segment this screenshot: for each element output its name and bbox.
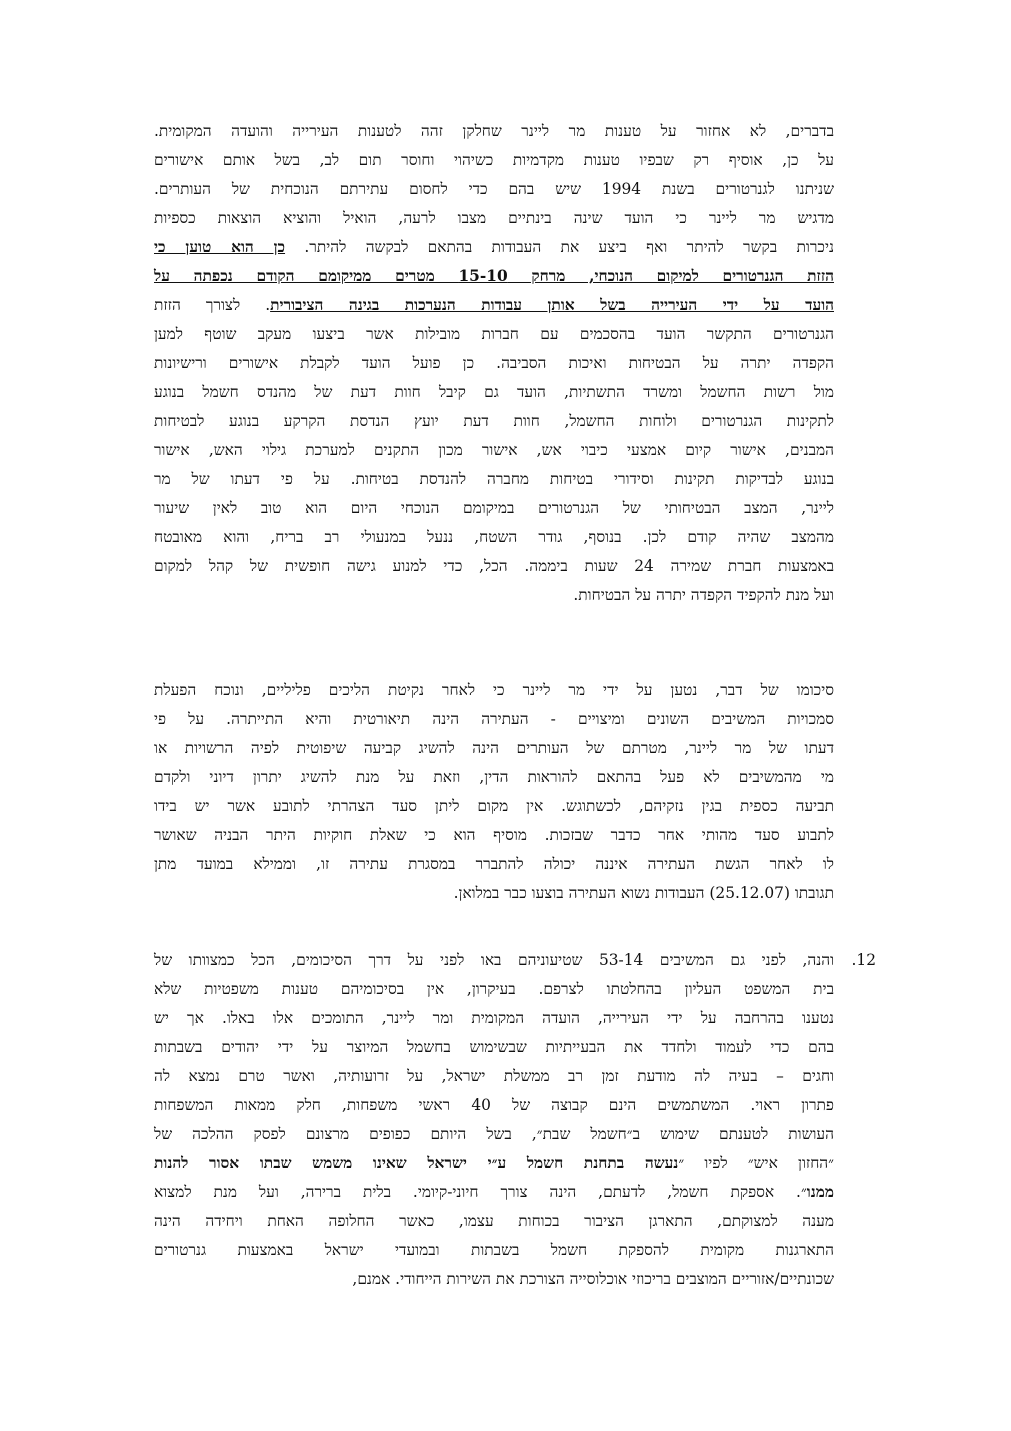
text-line: מי מהמשיבים לא פעל בהתאם להוראות הדין, וזאת על מנת להשיג יתרון דיוני ולקדם [154,768,834,786]
text-line: והנה, לפני גם המשיבים 53-14 שטיעוניהם באו לפני על דרך הסיכומים, הכל כמצוותו של [154,951,835,969]
text-line: תביעה כספית בגין נזקיהם, לכשתוגש. אין מקום ליתן סעד הצהרתי לתובע אשר יש בידו [154,797,834,815]
text-line [154,1149,834,1178]
text-line: באמצעות חברת שמירה 24 שעות ביממה. הכל, כדי למנוע גישה חופשית של קהל למקום [154,557,834,575]
text-line: בית המשפט העליון בהחלטתו לצרפם. בעיקרון, אין בסיכומיהם טענות משפטיות שלא [154,980,834,998]
text-line: הגנרטורים התקשר הועד בהסכמים עם חברות מובילות אשר ביצעו מעקב שוטף למען [154,325,834,343]
text-line [154,291,834,320]
paragraph-summary [154,676,834,908]
text-line: נטענו בהרחבה על ידי העירייה, הועדה המקומית ומר ליינר, התומכים אלו באלו. אך יש [154,1009,834,1027]
text-line: לתקינות הגנרטורים ולוחות החשמל, חוות דעת יועץ הנדסת הקרקע בנוגע לבטיחות [154,412,834,430]
text-line: מדגיש מר ליינר כי הועד שינה בינתיים מצבו לרעה, הואיל והוציא הוצאות כספיות [154,209,834,227]
emphasis-bold: נעשה בתחנת חשמל ע״י ישראל שאינו משמש שבתו אסור להנות [154,1154,679,1172]
text-line [154,1178,834,1207]
text-line: מענה למצוקתם, התארגן הציבור בכוחות עצמו, כאשר החלופה האחת ויחידה הינה [154,1212,834,1230]
text-line: המבנים, אישור קיום אמצעי כיבוי אש, אישור מכון התקנים למערכת גילוי האש, אישור [154,441,834,459]
text-segment: ״החזון איש״ לפיו ״ [678,1154,835,1172]
text-line: מהמצב שהיה קודם לכן. בנוסף, גודר השטח, ננעל במנעולי רב בריח, והוא מאובטח [154,528,834,546]
text-line: על כן, אוסיף רק שבפיו טענות מקדמיות כשיהוי וחוסר תום לב, בשל אותם אישורים [154,151,834,169]
emphasis-bold: ממנו [806,1183,834,1201]
emphasis-underlined: כן הוא טוען כי [154,238,286,256]
text-line: דעתו של מר ליינר, מטרתם של העותרים הינה להשיג קביעה שיפוטית לפיה הרשויות או [154,739,834,757]
paragraph-leiner-claims [154,117,834,610]
text-line: ועל מנת להקפיד הקפדה יתרה על הבטיחות. [573,586,834,604]
text-segment: . לצורך הזזת [154,296,271,314]
text-line: לו לאחר הגשת העתירה איננה יכולה להתברר במסגרת עתירה זו, וממילא במועד מתן [154,855,834,873]
text-segment: ״. אספקת חשמל, לדעתם, הינה צורך חיוני-קיומי. בלית ברירה, ועל מנת למצוא [154,1183,807,1201]
text-line: סיכומו של דבר, נטען על ידי מר ליינר כי לאחר נקיטת הליכים פליליים, ונוכח הפעלת [154,681,834,699]
text-line: בדברים, לא אחזור על טענות מר ליינר שחלקן זהה לטענות העירייה והועדה המקומית. [154,122,834,140]
text-line [154,262,834,291]
text-line: מול רשות החשמל ומשרד התשתיות, הועד גם קיבל חוות דעת של מהנדס חשמל בנוגע [154,383,834,401]
text-line: הקפדה יתרה על הבטיחות ואיכות הסביבה. כן פועל הועד לקבלת אישורים ורישיונות [154,354,834,372]
text-line: תגובתו (25.12.07) העבודות נשוא העתירה בוצעו כבר במלואן. [453,884,834,902]
paragraph-number: 12. [851,951,876,969]
text-line: בנוגע לבדיקות תקינות וסידורי בטיחות מחברה להנדסת בטיחות. על פי דעתו של מר [154,470,834,488]
paragraph-12 [154,946,834,1294]
text-line: שניתנו לגנרטורים בשנת 1994 שיש בהם כדי לחסום עתירתם הנוכחית של העותרים. [154,180,834,198]
text-line: העושות לטענתם שימוש ב״חשמל שבת״, בשל היותם כפופים מרצונם לפסק ההלכה של [154,1125,834,1143]
emphasis-underlined: הזזת הגנרטורים למיקום הנוכחי, מרחק 15-10 מטרים ממיקומם הקודם נכפתה על [154,267,834,285]
text-line: שכונתיים/אזוריים המוצבים בריכוזי אוכלוסייה הצורכת את השירות הייחודי. אמנם, [352,1270,834,1288]
text-line: ליינר, המצב הבטיחותי של הגנרטורים במיקומם הנוכחי היום הוא טוב לאין שיעור [154,499,834,517]
text-line: וחגים – בעיה לה מודעת זמן רב ממשלת ישראל, על זרועותיה, ואשר טרם נמצא לה [154,1067,834,1085]
text-line: לתבוע סעד מהותי אחר כדבר שבזכות. מוסיף הוא כי שאלת חוקיות היתר הבניה שאושר [154,826,834,844]
text-segment: ניכרות בקשר להיתר ואף ביצע את העבודות בהתאם לבקשה להיתר. [285,238,834,256]
text-line: התארגנות מקומית להספקת חשמל בשבתות ובמועדי ישראל באמצעות גנרטורים [154,1241,834,1259]
emphasis-underlined: הועד על ידי העירייה בשל אותן עבודות הנערכות בגינה הציבורית [270,296,834,314]
text-line [154,233,834,262]
text-line: סמכויות המשיבים השונים ומיצויים - העתירה הינה תיאורטית והיא התייתרה. על פי [154,710,834,728]
text-line: בהם כדי לעמוד ולחדד את הבעייתיות שבשימוש בחשמל המיוצר על ידי יהודים בשבתות [154,1038,834,1056]
text-line: פתרון ראוי. המשתמשים הינם קבוצה של 40 ראשי משפחות, חלק ממאות המשפחות [154,1096,834,1114]
